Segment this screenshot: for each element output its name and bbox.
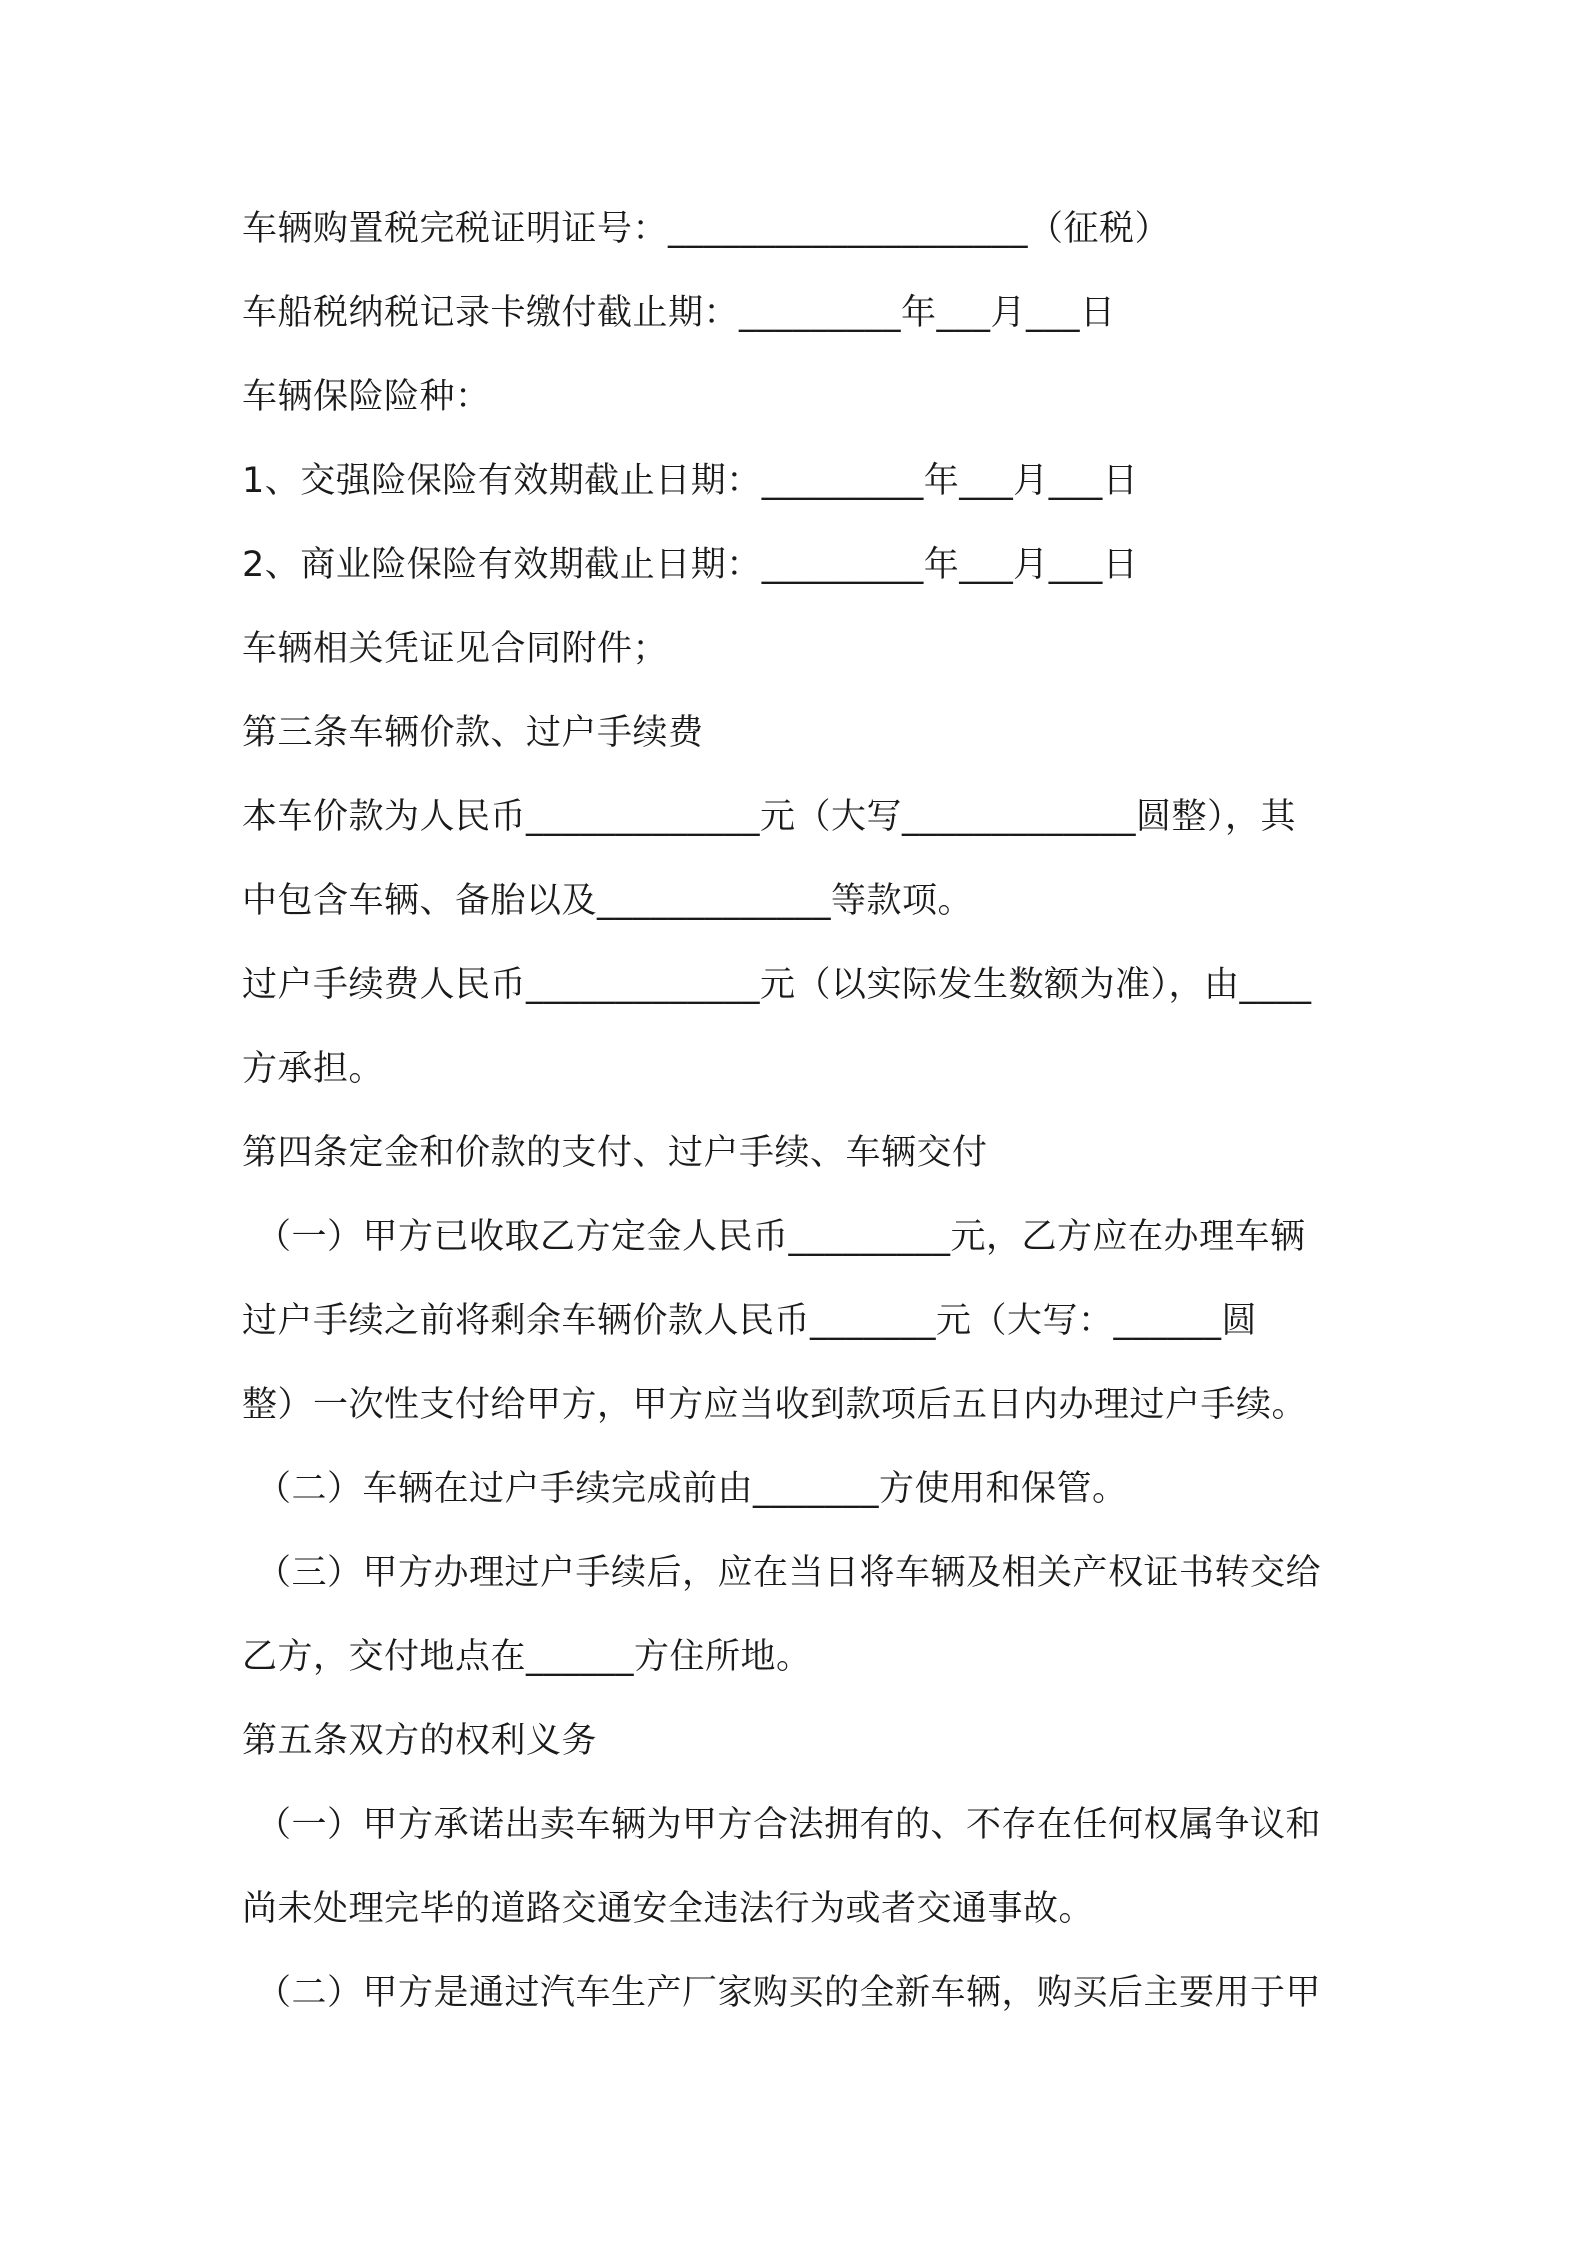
text-line: 过户手续费人民币_____________元（以实际发生数额为准），由____: [242, 965, 1312, 1005]
text-line: 2、商业险保险有效期截止日期：_________年___月___日: [242, 545, 1139, 585]
section-heading: 第五条双方的权利义务: [242, 1721, 598, 1761]
text-line: 车辆保险险种：: [242, 377, 491, 417]
text-line: 整）一次性支付给甲方，甲方应当收到款项后五日内办理过户手续。: [242, 1385, 1308, 1425]
text-line: 过户手续之前将剩余车辆价款人民币_______元（大写：______圆: [242, 1301, 1258, 1341]
text-line: 车辆相关凭证见合同附件；: [242, 629, 669, 669]
text-line: （三）甲方办理过户手续后，应在当日将车辆及相关产权证书转交给: [256, 1553, 1322, 1593]
text-line: 车辆购置税完税证明证号：____________________（征税）: [242, 209, 1171, 249]
text-line: 1、交强险保险有效期截止日期：_________年___月___日: [242, 461, 1139, 501]
text-line: （二）车辆在过户手续完成前由_______方使用和保管。: [256, 1469, 1128, 1509]
text-line: （一）甲方已收取乙方定金人民币_________元，乙方应在办理车辆: [256, 1217, 1306, 1257]
text-line: 车船税纳税记录卡缴付截止期：_________年___月___日: [242, 293, 1116, 333]
text-line: 方承担。: [242, 1049, 385, 1089]
text-line: 乙方，交付地点在______方住所地。: [242, 1637, 812, 1677]
section-heading: 第四条定金和价款的支付、过户手续、车辆交付: [242, 1133, 988, 1173]
text-line: 本车价款为人民币_____________元（大写_____________圆整），其: [242, 797, 1297, 837]
section-heading: 第三条车辆价款、过户手续费: [242, 713, 704, 753]
text-line: （二）甲方是通过汽车生产厂家购买的全新车辆，购买后主要用于甲: [256, 1973, 1322, 2013]
text-line: （一）甲方承诺出卖车辆为甲方合法拥有的、不存在任何权属争议和: [256, 1805, 1322, 1845]
text-line: 中包含车辆、备胎以及_____________等款项。: [242, 881, 974, 921]
text-line: 尚未处理完毕的道路交通安全违法行为或者交通事故。: [242, 1889, 1095, 1929]
